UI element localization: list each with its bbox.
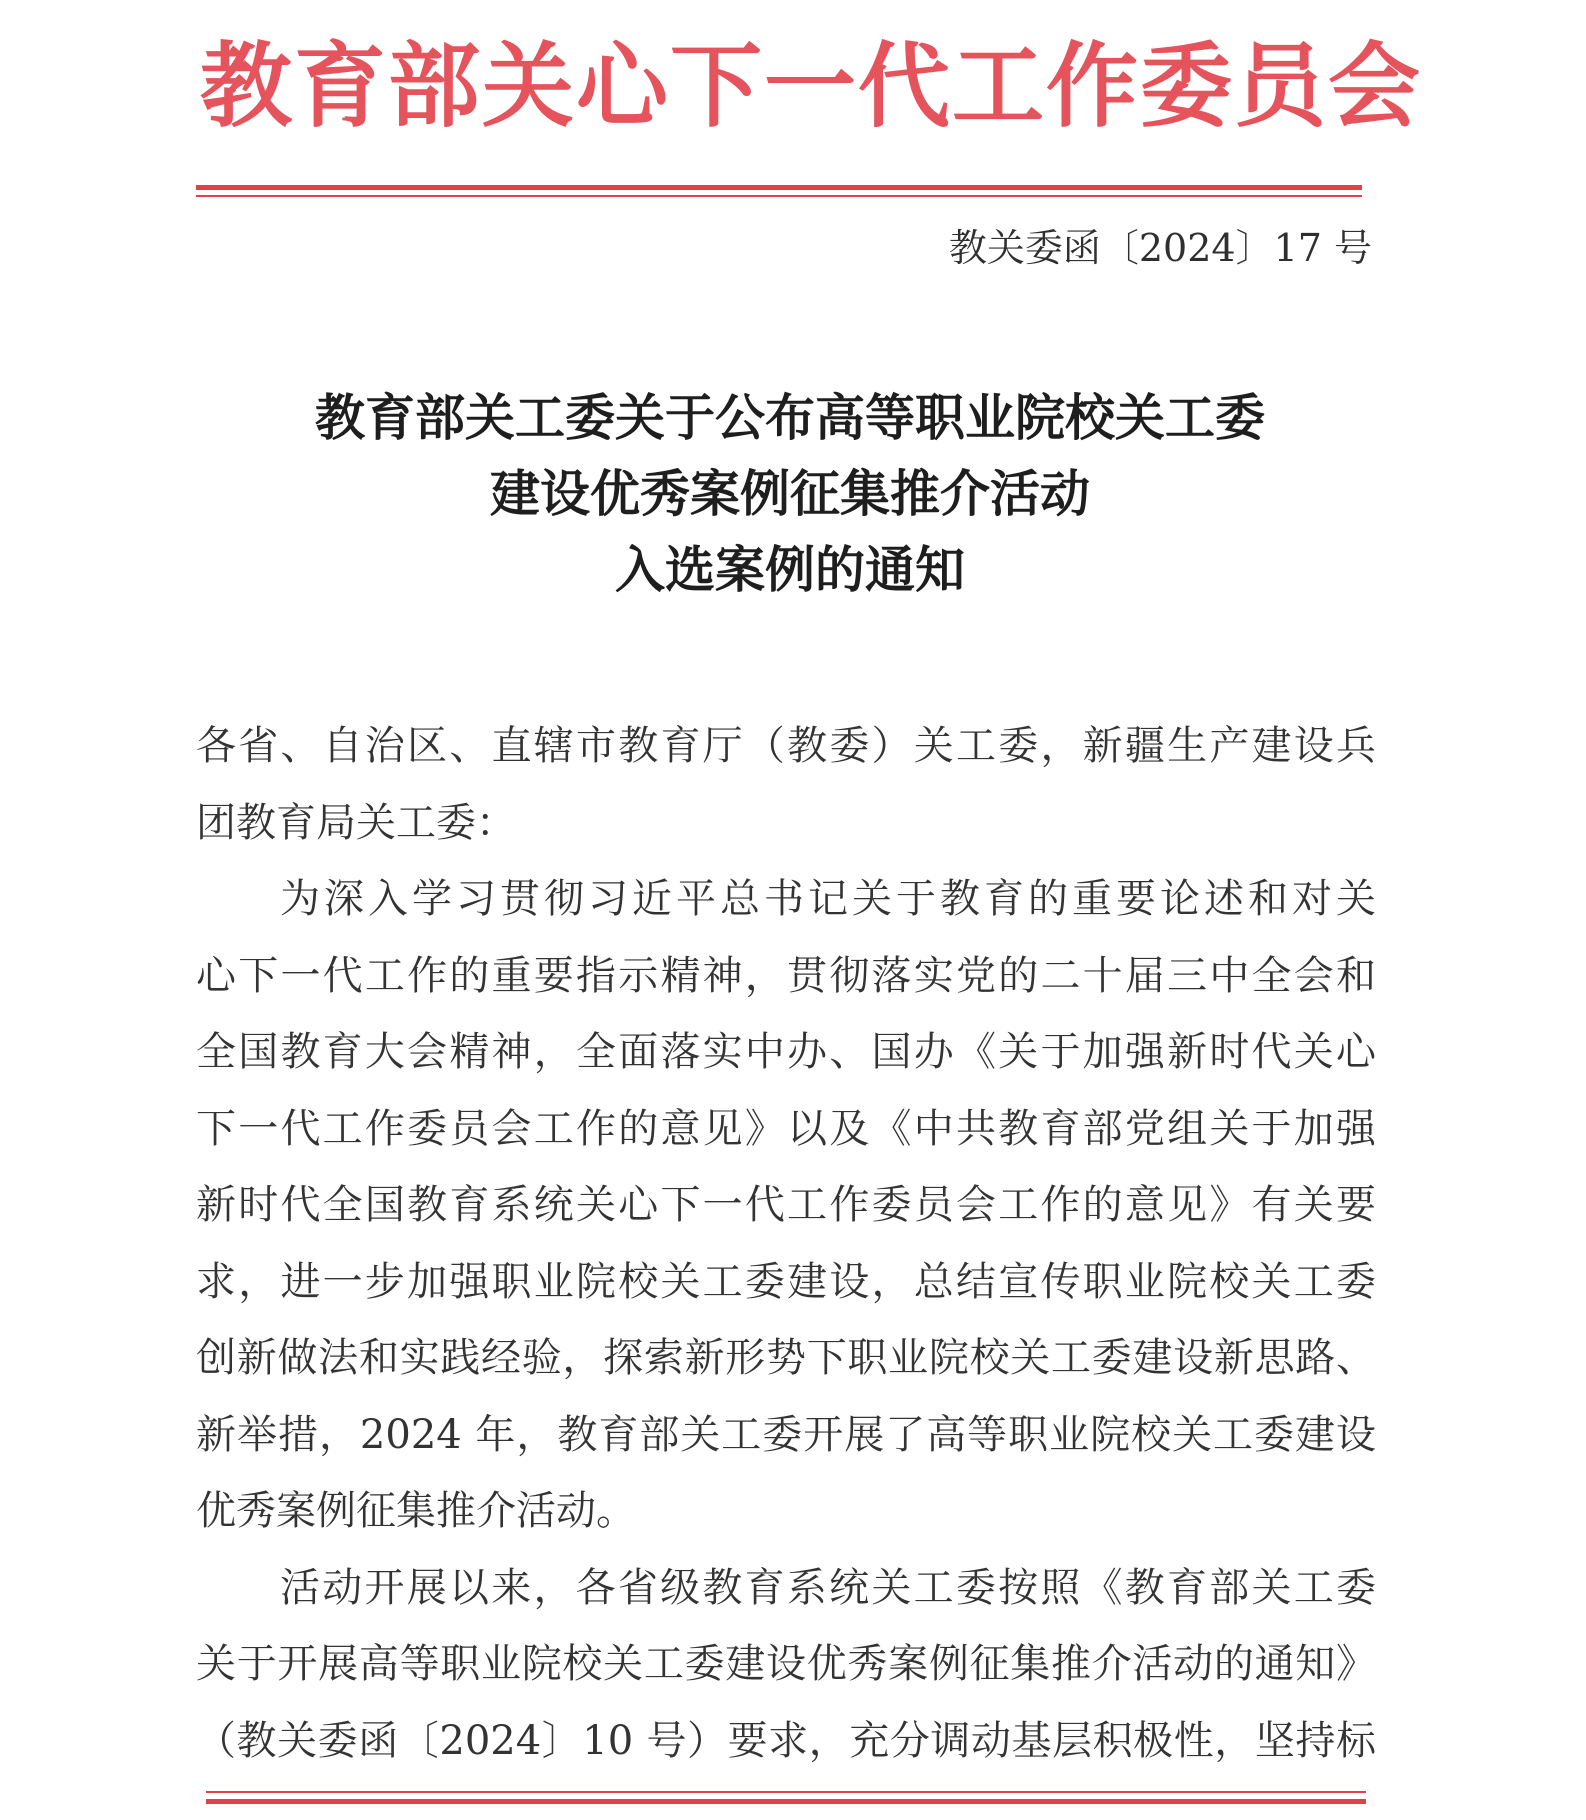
body-line: 关于开展高等职业院校关工委建设优秀案例征集推介活动的通知》 xyxy=(196,1641,1376,1687)
body-line: 新时代全国教育系统关心下一代工作委员会工作的意见》有关要 xyxy=(196,1182,1376,1228)
body-line: 团教育局关工委： xyxy=(196,799,516,846)
body-line: （教关委函〔2024〕10 号）要求，充分调动基层积极性，坚持标 xyxy=(196,1717,1376,1764)
body-line: 为深入学习贯彻习近平总书记关于教育的重要论述和对关 xyxy=(280,876,1376,922)
body-line: 创新做法和实践经验，探索新形势下职业院校关工委建设新思路、 xyxy=(196,1335,1376,1381)
body-line: 各省、自治区、直辖市教育厅（教委）关工委，新疆生产建设兵 xyxy=(196,723,1376,769)
header-rule-thick xyxy=(196,185,1362,190)
title-line-2: 建设优秀案例征集推介活动 xyxy=(490,464,1090,523)
body-line: 心下一代工作的重要指示精神，贯彻落实党的二十届三中全会和 xyxy=(196,952,1376,999)
document-title xyxy=(200,380,1380,608)
organization-header: 教育部关心下一代工作委员会 xyxy=(200,33,1423,140)
document-body xyxy=(196,708,1376,1779)
footer-rule-thin xyxy=(206,1791,1366,1793)
document-number: 教关委函〔2024〕17 号 xyxy=(948,226,1372,270)
body-line: 活动开展以来，各省级教育系统关工委按照《教育部关工委 xyxy=(280,1564,1376,1611)
header-rule-thin xyxy=(196,195,1362,197)
body-line: 求，进一步加强职业院校关工委建设，总结宣传职业院校关工委 xyxy=(196,1258,1376,1305)
body-line: 下一代工作委员会工作的意见》以及《中共教育部党组关于加强 xyxy=(196,1105,1376,1152)
title-line-1: 教育部关工委关于公布高等职业院校关工委 xyxy=(315,388,1265,447)
footer-rule-thick xyxy=(206,1799,1366,1804)
body-line: 优秀案例征集推介活动。 xyxy=(196,1488,636,1534)
title-line-3: 入选案例的通知 xyxy=(615,540,965,599)
body-line: 全国教育大会精神，全面落实中办、国办《关于加强新时代关心 xyxy=(196,1029,1376,1075)
body-line: 新举措，2024 年，教育部关工委开展了高等职业院校关工委建设 xyxy=(196,1411,1376,1458)
